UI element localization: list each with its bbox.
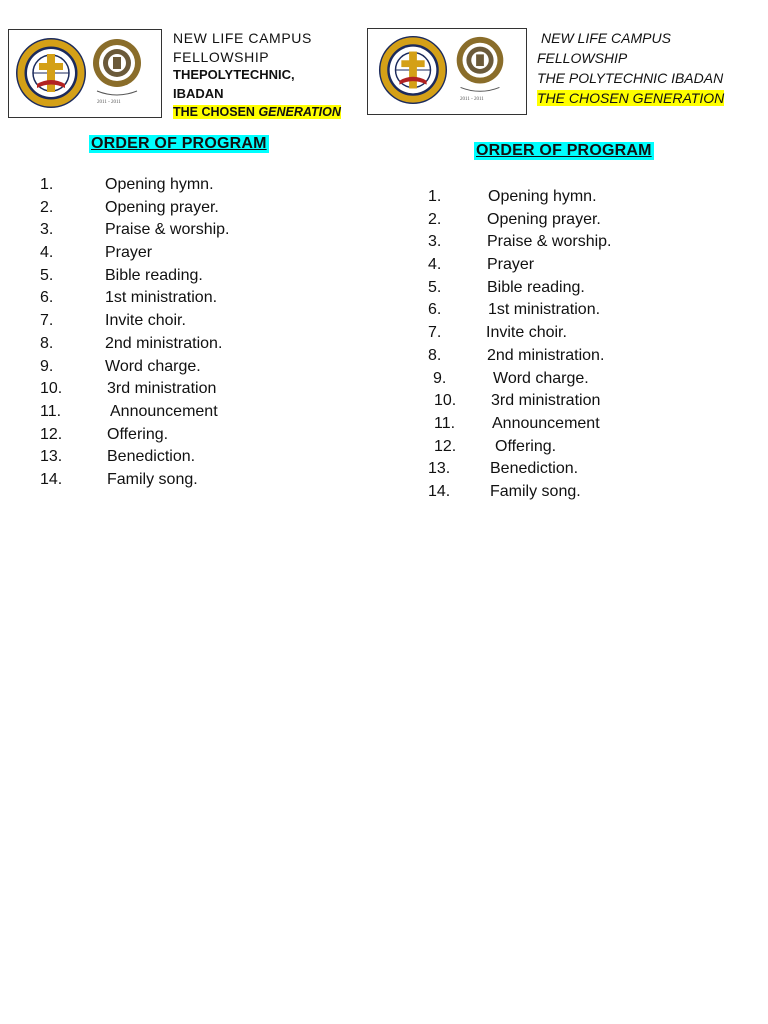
program-item	[428, 254, 758, 277]
program-item	[40, 174, 370, 197]
program-item	[40, 287, 370, 310]
program-item	[40, 197, 370, 220]
program-item	[428, 458, 758, 481]
program-item-text: Invite choir.	[486, 324, 567, 342]
fellowship-logo-icon	[378, 34, 448, 106]
program-item-number: 8.	[40, 334, 54, 352]
right-header-line2: FELLOWSHIP	[537, 50, 628, 66]
program-item-number: 5.	[428, 278, 442, 296]
program-item	[40, 446, 370, 469]
program-item-number: 13.	[40, 448, 63, 466]
program-item-number: 2.	[40, 198, 54, 216]
right-header	[537, 28, 724, 108]
program-item	[40, 356, 370, 379]
program-item	[428, 322, 758, 345]
program-item-text: Announcement	[110, 402, 218, 420]
left-program-list	[40, 174, 370, 492]
program-item	[428, 368, 758, 391]
program-item-text: Opening prayer.	[105, 198, 219, 216]
left-program-title: ORDER OF PROGRAM	[91, 135, 267, 152]
program-item-text: Offering.	[107, 425, 169, 443]
left-header-line5	[173, 103, 341, 122]
program-item-number: 3.	[40, 221, 54, 239]
program-item-text: 2nd ministration.	[105, 334, 223, 352]
program-item-number: 9.	[40, 357, 54, 375]
program-item-number: 6.	[428, 301, 442, 319]
seal-year-text: 2011 - 2011	[460, 97, 484, 102]
right-header-chosen-generation: THE CHOSEN GENERATION	[537, 90, 725, 106]
program-item	[428, 481, 758, 504]
program-item-text: Offering.	[495, 437, 557, 455]
program-item-text: Praise & worship.	[105, 221, 230, 239]
program-item	[428, 209, 758, 232]
program-item	[40, 310, 370, 333]
program-item	[40, 333, 370, 356]
program-item	[428, 390, 758, 413]
program-item	[428, 277, 758, 300]
program-item-text: Bible reading.	[487, 278, 585, 296]
program-item	[428, 345, 758, 368]
program-item-number: 3.	[428, 233, 442, 251]
left-header-line2: FELLOWSHIP	[173, 48, 270, 65]
program-item-number: 11.	[40, 402, 62, 420]
program-item-number: 14.	[40, 470, 63, 488]
program-item-number: 2.	[428, 210, 442, 228]
program-item-text: Opening hymn.	[488, 188, 597, 205]
program-item	[40, 242, 370, 265]
fellowship-logo-icon	[15, 36, 87, 110]
right-program-list	[428, 186, 758, 504]
program-item-number: 7.	[40, 312, 54, 330]
program-item-number: 10.	[40, 380, 63, 398]
program-item	[40, 265, 370, 288]
left-logo-box	[8, 29, 162, 118]
program-item-text: Prayer	[487, 256, 535, 274]
right-header-line1: NEW LIFE CAMPUS	[541, 30, 671, 46]
right-program-title: ORDER OF PROGRAM	[476, 142, 652, 159]
left-header-generation: GENERATION	[258, 105, 341, 119]
seal-year-text: 2011 - 2011	[97, 100, 121, 105]
right-logo-box	[367, 28, 527, 115]
polytechnic-seal-icon	[91, 35, 143, 105]
program-item	[428, 436, 758, 459]
left-header-line1: NEW LIFE CAMPUS	[173, 30, 312, 46]
program-item-text: 1st ministration.	[488, 301, 601, 319]
program-item-number: 6.	[40, 289, 54, 307]
program-item-number: 1.	[40, 176, 54, 193]
program-item-text: Praise & worship.	[487, 233, 612, 251]
program-item	[40, 378, 370, 401]
program-item-number: 5.	[40, 266, 54, 284]
program-item-number: 12.	[434, 437, 457, 455]
program-item-text: Prayer	[105, 244, 153, 262]
program-item-text: Invite choir.	[105, 312, 186, 330]
program-item-text: Bible reading.	[105, 266, 203, 284]
program-item-text: 1st ministration.	[105, 289, 218, 307]
program-item-text: Family song.	[107, 470, 198, 488]
program-item	[428, 413, 758, 436]
program-item-number: 9.	[433, 369, 447, 387]
left-header-line4: IBADAN	[173, 85, 224, 101]
program-item-number: 10.	[434, 392, 457, 410]
left-header	[173, 29, 341, 122]
program-item-text: 3rd ministration	[491, 392, 601, 410]
program-item	[428, 299, 758, 322]
program-item-text: Word charge.	[493, 369, 589, 387]
program-item-number: 12.	[40, 425, 63, 443]
program-item-number: 1.	[428, 188, 442, 205]
program-item-text: Word charge.	[105, 357, 201, 375]
program-item-number: 4.	[428, 256, 442, 274]
program-item-text: Benediction.	[490, 460, 579, 478]
polytechnic-seal-icon	[454, 33, 506, 101]
program-item-number: 11.	[434, 414, 456, 432]
program-item	[40, 219, 370, 242]
program-item-text: Benediction.	[107, 448, 196, 466]
program-item	[40, 424, 370, 447]
program-item-number: 8.	[428, 346, 442, 364]
left-header-line3: THEPOLYTECHNIC,	[173, 67, 295, 82]
program-item	[40, 469, 370, 492]
left-header-chosen: THE CHOSEN	[173, 105, 259, 119]
program-item-number: 4.	[40, 244, 54, 262]
program-item-text: Opening prayer.	[487, 210, 601, 228]
program-item-number: 13.	[428, 460, 451, 478]
right-header-line4	[537, 88, 724, 108]
program-item-number: 7.	[428, 324, 442, 342]
right-header-line3: THE POLYTECHNIC IBADAN	[537, 70, 724, 86]
program-item	[428, 186, 758, 209]
program-item-number: 14.	[428, 482, 451, 500]
program-item-text: Family song.	[490, 482, 581, 500]
program-item-text: Announcement	[492, 414, 600, 432]
program-item-text: Opening hymn.	[105, 176, 214, 193]
program-item-text: 2nd ministration.	[487, 346, 605, 364]
program-item-text: 3rd ministration	[107, 380, 217, 398]
program-item	[428, 231, 758, 254]
program-item	[40, 401, 370, 424]
